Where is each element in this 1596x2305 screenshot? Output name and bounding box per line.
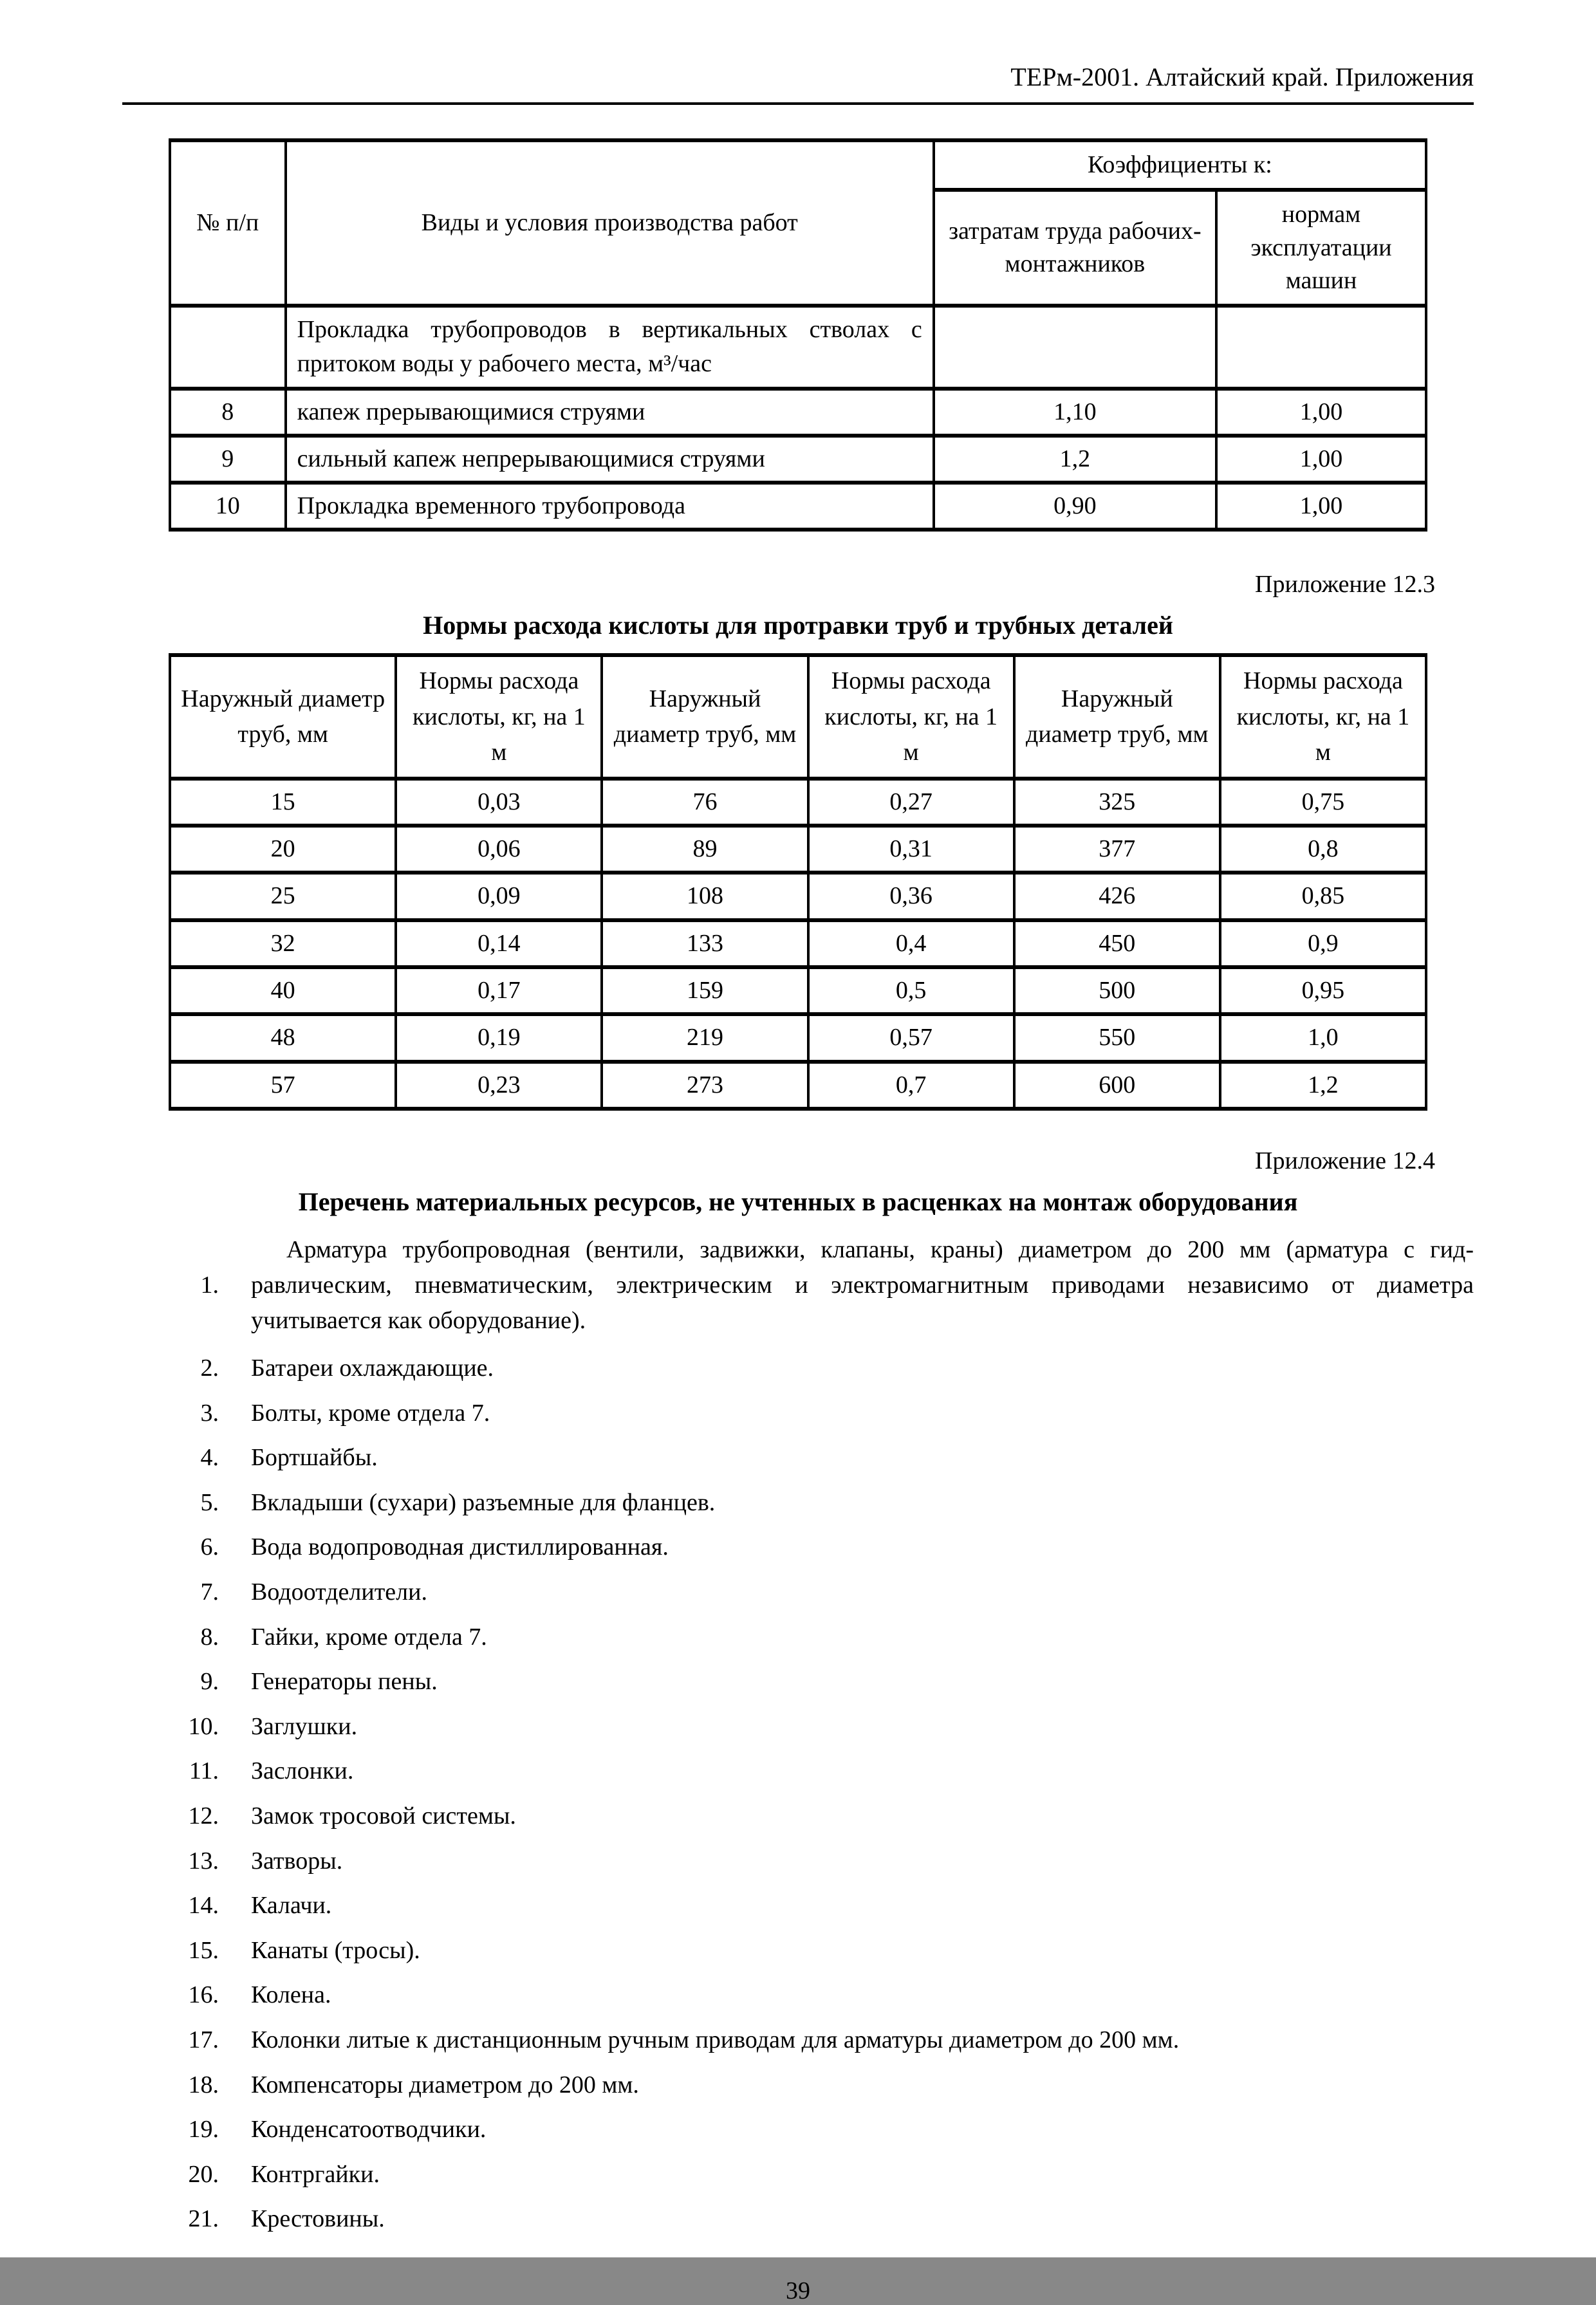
machine-coeff-cell: 1,00 — [1216, 483, 1426, 530]
list-item-number: 10. — [188, 1712, 219, 1740]
acid-table-cell: 0,8 — [1220, 826, 1426, 873]
list-item-text: Колена. — [251, 1981, 331, 2009]
list-item — [122, 1232, 1474, 1338]
acid-consumption-table — [169, 653, 1427, 1110]
acid-table-cell: 0,23 — [396, 1062, 602, 1109]
list-item — [122, 1802, 1474, 1831]
appendix-12-3-label: Приложение 12.3 — [1255, 571, 1435, 598]
acid-table-header-cell: Нормы расхода кислоты, кг, на 1 м — [1220, 655, 1426, 778]
list-item-text: Затворы. — [251, 1847, 343, 1875]
acid-table-cell: 0,75 — [1220, 779, 1426, 826]
table-row — [170, 1014, 1426, 1061]
list-item — [122, 2115, 1474, 2145]
list-item-text: Гайки, кроме отдела 7. — [251, 1623, 487, 1651]
acid-table-cell: 219 — [602, 1014, 808, 1061]
list-item-text: Болты, кроме отдела 7. — [251, 1399, 490, 1427]
labor-coeff-cell: 1,10 — [934, 389, 1216, 436]
acid-table-cell: 0,5 — [808, 967, 1014, 1014]
acid-table-cell: 1,0 — [1220, 1014, 1426, 1061]
list-item-number: 21. — [188, 2205, 219, 2233]
section-title-materials-list: Перечень материальных ресурсов, не учтенных в расценках на монтаж оборудования — [298, 1187, 1298, 1216]
machine-coeff-cell: 1,00 — [1216, 389, 1426, 436]
acid-table-cell: 0,95 — [1220, 967, 1426, 1014]
list-item-text: Канаты (тросы). — [251, 1936, 420, 1964]
acid-table-cell: 0,09 — [396, 873, 602, 920]
list-item — [122, 1533, 1474, 1562]
acid-table-cell: 0,03 — [396, 779, 602, 826]
appendix-12-4-label: Приложение 12.4 — [1255, 1147, 1435, 1174]
row-num-cell: 8 — [170, 389, 286, 436]
page-number: 39 — [786, 2277, 810, 2304]
table-row — [170, 920, 1426, 967]
table-row — [170, 873, 1426, 920]
work-type-cell: капеж прерывающимися струями — [286, 389, 934, 436]
table-row — [170, 389, 1426, 436]
list-item-number: 18. — [188, 2071, 219, 2098]
acid-table-cell: 0,19 — [396, 1014, 602, 1061]
list-item-number: 5. — [200, 1488, 219, 1516]
table-cell-empty — [1216, 306, 1426, 388]
list-item — [122, 2205, 1474, 2234]
list-item-number: 19. — [188, 2116, 219, 2143]
page-header — [122, 62, 1474, 105]
list-item-text: Заглушки. — [251, 1712, 358, 1740]
acid-table-cell: 0,57 — [808, 1014, 1014, 1061]
acid-table-cell: 377 — [1014, 826, 1220, 873]
acid-table-cell: 32 — [170, 920, 396, 967]
acid-table-cell: 0,9 — [1220, 920, 1426, 967]
table-row — [170, 779, 1426, 826]
list-item-text: Водоотделители. — [251, 1578, 427, 1606]
list-item-text: Компенсаторы диаметром до 200 мм. — [251, 2071, 639, 2098]
list-item-text: Генераторы пены. — [251, 1668, 438, 1696]
list-item-text: Арматура трубопроводная (вентили, задвижки, клапаны, краны) диаметром до 200 мм (арматура с гидравлическим, пневматическим, электрическим и электромагнитным приводами независимо от диаметра учитывается как оборудование). — [251, 1236, 1474, 1334]
col-header-num: № п/п — [170, 140, 286, 306]
acid-table-header-cell: Наружный диаметр труб, мм — [170, 655, 396, 778]
acid-table-cell: 40 — [170, 967, 396, 1014]
coefficients-table — [169, 138, 1427, 532]
list-item-text: Батареи охлаждающие. — [251, 1355, 494, 1382]
list-item — [122, 1757, 1474, 1786]
list-item-number: 15. — [188, 1936, 219, 1964]
acid-table-cell: 133 — [602, 920, 808, 967]
acid-table-cell: 89 — [602, 826, 808, 873]
header-title: ТЕРм-2001. Алтайский край. Приложения — [1010, 62, 1474, 91]
acid-table-cell: 0,7 — [808, 1062, 1014, 1109]
list-item-number: 6. — [200, 1533, 219, 1561]
work-type-cell: сильный капеж непрерывающимися струями — [286, 436, 934, 483]
acid-table-cell: 450 — [1014, 920, 1220, 967]
acid-table-cell: 550 — [1014, 1014, 1220, 1061]
list-item — [122, 1578, 1474, 1607]
list-item-number: 8. — [200, 1623, 219, 1651]
acid-table-cell: 0,06 — [396, 826, 602, 873]
list-item-text: Калачи. — [251, 1892, 332, 1920]
machine-coeff-cell: 1,00 — [1216, 436, 1426, 483]
list-item — [122, 1443, 1474, 1473]
acid-table-cell: 0,27 — [808, 779, 1014, 826]
work-type-cell: Прокладка временного трубопровода — [286, 483, 934, 530]
acid-table-cell: 48 — [170, 1014, 396, 1061]
table-row — [170, 826, 1426, 873]
list-item-text: Колонки литые к дистанционным ручным приводам для арматуры диаметром до 200 мм. — [251, 2026, 1180, 2053]
acid-table-cell: 0,14 — [396, 920, 602, 967]
list-item-text: Конденсатоотводчики. — [251, 2116, 487, 2143]
list-item — [122, 1712, 1474, 1742]
col-header-coefficients: Коэффициенты к: — [934, 140, 1426, 190]
list-item-text: Вода водопроводная дистиллированная. — [251, 1533, 669, 1561]
acid-table-header-cell: Наружный диаметр труб, мм — [602, 655, 808, 778]
list-item-number: 17. — [188, 2026, 219, 2053]
list-item-number: 3. — [200, 1399, 219, 1427]
acid-table-cell: 0,31 — [808, 826, 1014, 873]
list-item-text: Вкладыши (сухари) разъемные для фланцев. — [251, 1488, 716, 1516]
acid-table-cell: 76 — [602, 779, 808, 826]
list-item-text: Бортшайбы. — [251, 1444, 378, 1472]
list-item-number: 7. — [200, 1578, 219, 1606]
acid-table-header-cell: Нормы расхода кислоты, кг, на 1 м — [396, 655, 602, 778]
list-item-number: 1. — [200, 1271, 219, 1299]
table-row — [170, 306, 1426, 388]
list-item-text: Замок тросовой системы. — [251, 1802, 516, 1830]
acid-table-header-cell: Нормы расхода кислоты, кг, на 1 м — [808, 655, 1014, 778]
acid-table-cell: 273 — [602, 1062, 808, 1109]
list-item-text: Контргайки. — [251, 2160, 380, 2188]
acid-table-header-cell: Наружный диаметр труб, мм — [1014, 655, 1220, 778]
list-item-number: 11. — [189, 1757, 219, 1785]
acid-table-cell: 25 — [170, 873, 396, 920]
acid-table-cell: 0,85 — [1220, 873, 1426, 920]
acid-table-cell: 325 — [1014, 779, 1220, 826]
list-item — [122, 1399, 1474, 1429]
list-item — [122, 1488, 1474, 1518]
list-item — [122, 1847, 1474, 1876]
table-row — [170, 436, 1426, 483]
list-item — [122, 2160, 1474, 2190]
labor-coeff-cell: 0,90 — [934, 483, 1216, 530]
table-cell-empty — [934, 306, 1216, 388]
acid-table-cell: 600 — [1014, 1062, 1220, 1109]
list-item — [122, 2071, 1474, 2100]
list-item — [122, 1667, 1474, 1697]
acid-table-cell: 1,2 — [1220, 1062, 1426, 1109]
table-cell-empty — [170, 306, 286, 388]
list-item-number: 20. — [188, 2160, 219, 2188]
acid-table-cell: 20 — [170, 826, 396, 873]
acid-table-cell: 108 — [602, 873, 808, 920]
acid-table-cell: 0,17 — [396, 967, 602, 1014]
list-item-number: 14. — [188, 1892, 219, 1920]
list-item-text: Крестовины. — [251, 2205, 385, 2233]
table-row — [170, 1062, 1426, 1109]
list-item — [122, 1936, 1474, 1966]
acid-table-cell: 500 — [1014, 967, 1220, 1014]
list-item-number: 4. — [200, 1444, 219, 1472]
list-item — [122, 1354, 1474, 1384]
group-heading-cell: Прокладка трубопроводов в вертикальных стволах с притоком воды у рабочего места, м³/час — [286, 306, 934, 388]
table-header-row — [170, 655, 1426, 778]
materials-list — [122, 1232, 1474, 2234]
list-item-number: 9. — [200, 1668, 219, 1696]
list-item-text: Заслонки. — [251, 1757, 354, 1785]
list-item-number: 12. — [188, 1802, 219, 1830]
acid-table-cell: 0,36 — [808, 873, 1014, 920]
list-item — [122, 1891, 1474, 1921]
acid-table-cell: 159 — [602, 967, 808, 1014]
acid-table-cell: 15 — [170, 779, 396, 826]
list-item-number: 2. — [200, 1355, 219, 1382]
col-header-labor-costs: затратам труда рабочих-монтажников — [934, 190, 1216, 306]
row-num-cell: 9 — [170, 436, 286, 483]
list-item — [122, 1623, 1474, 1652]
section-title-acid-norms: Нормы расхода кислоты для протравки труб и трубных деталей — [423, 611, 1173, 640]
labor-coeff-cell: 1,2 — [934, 436, 1216, 483]
list-item-number: 16. — [188, 1981, 219, 2009]
table-row — [170, 483, 1426, 530]
col-header-machine-norms: нормам эксплуатации машин — [1216, 190, 1426, 306]
acid-table-cell: 426 — [1014, 873, 1220, 920]
acid-table-cell: 0,4 — [808, 920, 1014, 967]
list-item-number: 13. — [188, 1847, 219, 1875]
table-row — [170, 967, 1426, 1014]
list-item — [122, 1981, 1474, 2010]
acid-table-cell: 57 — [170, 1062, 396, 1109]
table-header-row — [170, 140, 1426, 190]
row-num-cell: 10 — [170, 483, 286, 530]
col-header-works: Виды и условия производства работ — [286, 140, 934, 306]
list-item — [122, 2026, 1474, 2055]
